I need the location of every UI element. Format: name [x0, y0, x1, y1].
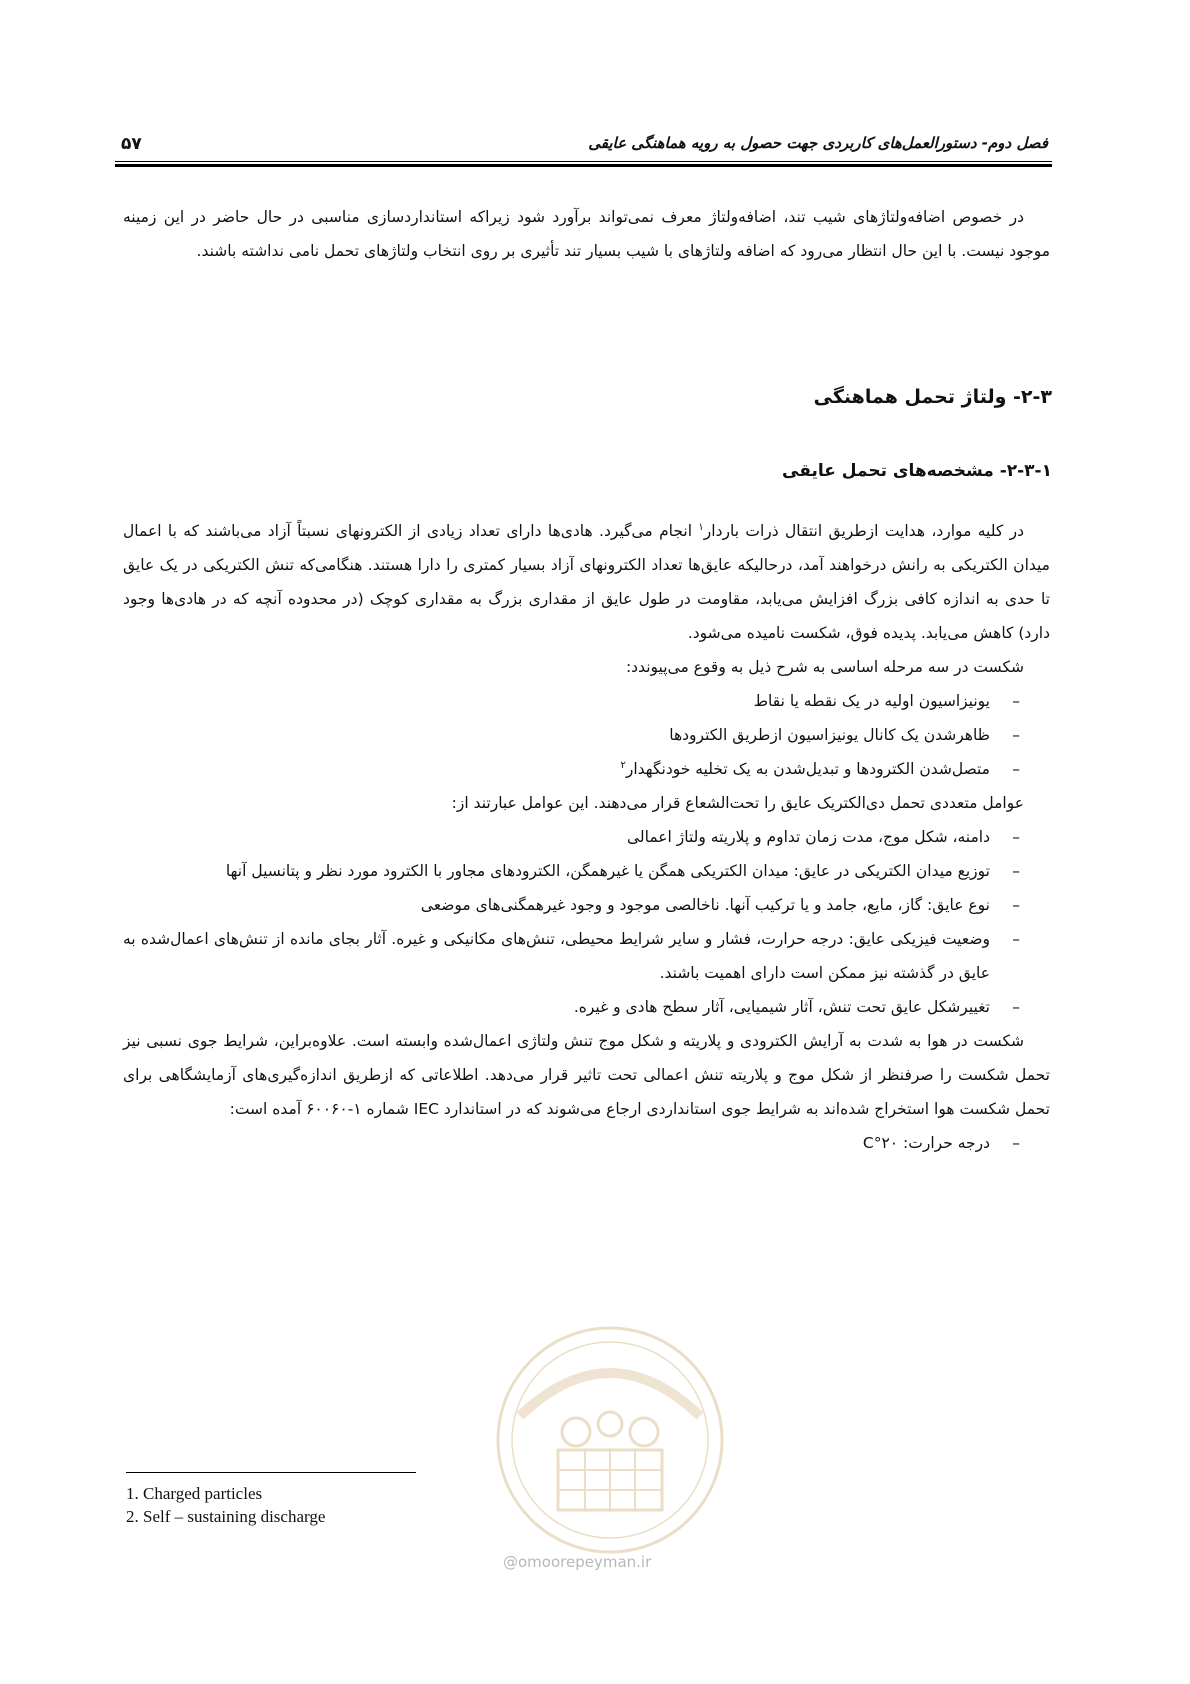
list-item: – متصل‌شدن الکترودها و تبدیل‌شدن به یک تخلیه خودنگهدار$^۲$ — [123, 752, 1050, 786]
subsection-heading: ۲-۳-۱- مشخصه‌های تحمل عایقی — [782, 461, 1052, 481]
page-number: ۵۷ — [121, 134, 142, 154]
chapter-title: فصل دوم- دستورالعمل‌های کاربردی جهت حصول به رویه هماهنگی عایقی — [588, 134, 1048, 152]
conditions-list — [123, 1126, 1050, 1160]
intro-block — [123, 200, 1050, 268]
breakdown-lead: شکست در سه مرحله اساسی به شرح ذیل به وقوع می‌پیوندد: — [625, 658, 1024, 676]
factors-lead: عوامل متعددی تحمل دی‌الکتریک عایق را تحت‌الشعاع قرار می‌دهند. این عوامل عبارتند از: — [451, 794, 1024, 812]
footnote-ref-1: ۱ — [698, 521, 704, 533]
list-item: – تغییرشکل عایق تحت تنش، آثار شیمیایی، آثار سطح هادی و غیره. — [123, 990, 1050, 1024]
footnote-1: 1. Charged particles — [126, 1484, 263, 1503]
footnote-2: 2. Self – sustaining discharge — [126, 1507, 326, 1526]
section-heading: ۲-۳- ولتاژ تحمل هماهنگی — [813, 386, 1052, 408]
intro-paragraph: در خصوص اضافه‌ولتاژهای شیب تند، اضافه‌ولتاژ معرف نمی‌تواند برآورد شود زیراکه استانداردسازی مناسبی در حال حاضر در این زمینه موجود نیست. با این حال انتظار می‌رود که اضافه ولتاژهای با شیب بسیار تند تأثیری بر روی انتخاب ولتاژهای تحمل نامی نداشته باشند. — [123, 208, 1050, 260]
page-header — [115, 128, 1052, 166]
paragraph-1 — [123, 514, 1050, 650]
footnote-separator — [126, 1472, 416, 1473]
watermark-logo — [490, 1320, 730, 1560]
list-item: – دامنه، شکل موج، مدت زمان تداوم و پلاریته ولتاژ اعمالی — [123, 820, 1050, 854]
paragraph-1-part1: در کلیه موارد، هدایت ازطریق انتقال ذرات باردار — [703, 522, 1025, 540]
paragraph-2: شکست در هوا به شدت به آرایش الکترودی و پلاریته و شکل موج تنش ولتاژی اعمال‌شده وابسته است. علاوه‌براین، شرایط جوی نسبی نیز تحمل شکست را صرفنظر از شکل موج و پلاریته تنش اعمالی تحت تاثیر قرار می‌دهد. اطلاعاتی که ازطریق اندازه‌گیری‌های آزمایشگاهی برای تحمل شکست هوا استخراج شده‌اند به شرایط جوی استانداردی ارجاع می‌شوند که در استاندارد IEC شماره ۱-۶۰۰۶۰ آمده است: — [123, 1032, 1050, 1118]
list-item: – نوع عایق: گاز، مایع، جامد و یا ترکیب آنها. ناخالصی موجود و وجود غیرهمگنی‌های موضعی — [123, 888, 1050, 922]
breakdown-list — [123, 684, 1050, 786]
list-item: – توزیع میدان الکتریکی در عایق: میدان الکتریکی همگن یا غیرهمگن، الکترودهای مجاور با الکترود مورد نظر و پتانسیل آنها — [123, 854, 1050, 888]
list-item: – درجه حرارت: C°۲۰ — [123, 1126, 1050, 1160]
watermark-seal-icon — [490, 1320, 730, 1560]
list-item: – ظاهرشدن یک کانال یونیزاسیون ازطریق الکترودها — [123, 718, 1050, 752]
paragraph-1-part2: انجام می‌گیرد. هادی‌ها دارای تعداد زیادی از الکترونهای نسبتاً آزاد می‌باشند که با اعمال میدان الکتریکی به رانش درخواهند آمد، درحالیکه عایق‌ها تعداد الکترونهای آزاد بسیار کمتری را دارا هستند. هنگامی‌که تنش الکتریکی در یک عایق تا حدی به اندازه کافی بزرگ افزایش می‌یابد، مقاومت در طول عایق از مقداری بزرگ به مقداری کوچک (در محدوده آنچه که در هادی‌ها وجود دارد) کاهش می‌یابد. پدیده فوق، شکست نامیده می‌شود. — [123, 522, 1050, 642]
header-rule-thick — [115, 164, 1052, 167]
factors-list — [123, 820, 1050, 1024]
list-item: – وضعیت فیزیکی عایق: درجه حرارت، فشار و سایر شرایط محیطی، تنش‌های مکانیکی و غیره. آثار بجای مانده از تنش‌های اعمال‌شده به عایق در گذشته نیز ممکن است دارای اهمیت باشند. — [123, 922, 1050, 990]
footnotes — [126, 1482, 325, 1528]
body-block — [123, 514, 1050, 1160]
list-item: – یونیزاسیون اولیه در یک نقطه یا نقاط — [123, 684, 1050, 718]
header-rule-thin — [115, 161, 1052, 162]
watermark-site: @omoorepeyman.ir — [503, 1553, 652, 1571]
footnote-ref-2: ۲ — [620, 759, 626, 771]
